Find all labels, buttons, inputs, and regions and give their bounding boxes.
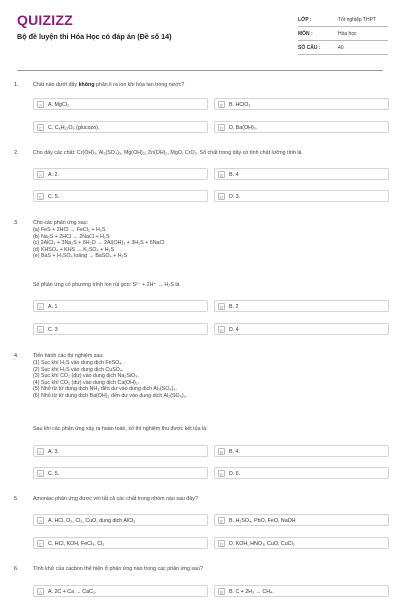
option-letter-box: B — [218, 588, 225, 595]
option-a[interactable] — [33, 585, 208, 597]
option-letter-box: D — [219, 472, 224, 477]
option-a[interactable] — [33, 168, 208, 180]
option-letter-box: A — [37, 303, 44, 310]
question-text: Tính khử của cacbon thể hiện ở phản ứng nào trong các phản ứng sau? — [33, 566, 203, 572]
option-b[interactable] — [214, 168, 389, 180]
option-letter-box: A — [37, 517, 44, 524]
option-letter-box: D — [219, 328, 224, 333]
option-letter-box: B — [218, 448, 225, 455]
option-letter-box: C — [38, 542, 43, 547]
option-text: A. 1 — [48, 304, 58, 310]
option-text: A. HCl, O₂, Cl₂, CuO, dung dịch AlCl₃ — [48, 518, 136, 524]
option-letter-box: D — [219, 195, 224, 200]
option-letter-box: B — [218, 517, 225, 524]
option-letter-box: A — [37, 588, 44, 595]
question-number: 4. — [14, 353, 19, 359]
option-text: D. Ba(OH)₂. — [229, 125, 258, 131]
experiment-line: (6) Nhỏ từ từ dung dịch Ba(OH)₂ đến dư vào dung dịch Al₂(SO₄)₃. — [33, 392, 188, 399]
option-text: B. 4 — [229, 172, 239, 178]
question-emphasis: không — [78, 82, 95, 88]
meta-divider — [298, 26, 388, 27]
meta-count-key: SỐ CÂU : — [298, 45, 321, 51]
reaction-line: (e) BaS + H₂SO₄ loãng → BaSO₄ + H₂S — [33, 253, 128, 260]
question-prompt: Sau khi các phản ứng xảy ra hoàn toàn, số thí nghiệm thu được kết tủa là: — [33, 426, 208, 432]
option-letter-box: C — [38, 472, 43, 477]
option-text: D. 3. — [229, 194, 241, 200]
quizizz-logo: QUIZIZZ — [17, 12, 73, 28]
option-letter-box: B — [218, 303, 225, 310]
option-text: C. 5. — [48, 471, 60, 477]
question-number: 6. — [14, 566, 19, 572]
option-d[interactable] — [214, 467, 389, 479]
reaction-line: (d) KHSO₄ + KHS → K₂SO₄ + H₂S — [33, 246, 115, 253]
question-number: 5. — [14, 496, 19, 502]
option-text: B. 2 — [229, 304, 239, 310]
experiment-line: (5) Nhỏ từ từ dung dịch NH₃ đến dư vào dung dịch Al₂(SO₄)₃. — [33, 386, 178, 393]
option-letter-box: C — [38, 126, 43, 131]
option-c[interactable] — [33, 121, 208, 133]
option-c[interactable] — [33, 323, 208, 335]
option-text: D. KOH, HNO₃, CuO, CuCl₂ — [229, 541, 295, 547]
option-c[interactable] — [33, 190, 208, 202]
question-text: Cho các phản ứng sau: — [33, 220, 89, 226]
option-letter-box: A — [37, 171, 44, 178]
option-letter-box: A — [37, 101, 44, 108]
meta-class-value: Tốt nghiệp THPT — [338, 17, 376, 23]
option-letter-box: D — [219, 542, 224, 547]
option-a[interactable] — [33, 514, 208, 526]
meta-class-key: LỚP : — [298, 17, 312, 23]
option-d[interactable] — [214, 190, 389, 202]
question-number: 1. — [14, 82, 19, 88]
experiment-line: (3) Sục khí CO₂ (dư) vào dung dịch Na₂SiO₃. — [33, 373, 139, 380]
meta-subject-key: MÔN : — [298, 31, 313, 37]
experiment-line: (4) Sục khí CO₂ (dư) vào dung dịch Ca(OH)₂. — [33, 379, 140, 386]
experiment-line: (2) Sục khí H₂S vào dung dịch CuSO₄. — [33, 366, 124, 373]
option-b[interactable] — [214, 300, 389, 312]
option-letter-box: C — [38, 195, 43, 200]
question-number: 3. — [14, 220, 19, 226]
option-letter-box: C — [38, 328, 43, 333]
question-number: 2. — [14, 150, 19, 156]
reaction-line: (a) FeS + 2HCl → FeCl₂ + H₂S — [33, 227, 106, 233]
option-text: A. 2C + Ca → CaC₂. — [48, 589, 97, 595]
option-text: A. 2. — [48, 172, 59, 178]
experiment-list — [33, 360, 187, 400]
experiment-line: (1) Sục khí H₂S vào dung dịch FeSO₄. — [33, 360, 123, 366]
option-d[interactable] — [214, 121, 389, 133]
question-text: Chất nào dưới đây không phân li ra ion khi hòa tan trong nước? — [33, 82, 185, 88]
option-c[interactable] — [33, 537, 208, 549]
option-b[interactable] — [214, 98, 389, 110]
meta-subject-value: Hóa học — [338, 31, 357, 37]
option-text: C. 3 — [48, 327, 58, 333]
option-text: C. C₆H₁₂O₆ (glucozo). — [48, 125, 100, 131]
option-text: B. 4. — [229, 449, 240, 455]
option-text: B. H₂SO₄, PbO, FeO, NaOH — [229, 518, 296, 524]
option-b[interactable] — [214, 445, 389, 457]
option-letter-box: B — [218, 101, 225, 108]
option-b[interactable] — [214, 514, 389, 526]
option-text: C. 5. — [48, 194, 60, 200]
header-divider — [17, 70, 383, 71]
option-letter-box: A — [37, 448, 44, 455]
meta-divider — [298, 54, 388, 55]
option-d[interactable] — [214, 323, 389, 335]
option-text: D. 6. — [229, 471, 241, 477]
page-header — [0, 0, 400, 70]
option-a[interactable] — [33, 300, 208, 312]
option-text: C. HCl, KOH, FeCl₃, Cl₂ — [48, 541, 105, 547]
reaction-list — [33, 227, 164, 260]
question-text: Tiến hành các thí nghiệm sau: — [33, 353, 104, 359]
question-prompt: Số phản ứng có phương trình ion rút gọn: S²⁻ + 2H⁺ → H₂S là — [33, 282, 180, 288]
reaction-line: (b) Na₂S + 2HCl → 2NaCl + H₂S — [33, 233, 110, 240]
meta-count-value: 40 — [338, 45, 344, 51]
option-text: B. C + 2H₂ → CH₄. — [229, 589, 274, 595]
question-text: Cho dãy các chất: Cr(OH)₃, Al₂(SO₄)₃, Mg(OH)₂, Zn(OH)₂, MgO, CrO₃. Số chất trong dãy có tính chất lưỡng tính là — [33, 150, 302, 156]
option-letter-box: D — [219, 126, 224, 131]
document-title: Bộ đề luyện thi Hóa Học có đáp án (Đề số 14) — [17, 32, 172, 41]
option-b[interactable] — [214, 585, 389, 597]
reaction-line: (c) 2AlCl₃ + 3Na₂S + 6H₂O → 2Al(OH)₃ + 3H₂S + 6NaCl — [33, 240, 165, 247]
option-text: A. MgCl₂ — [48, 102, 69, 108]
meta-divider — [298, 40, 388, 41]
option-c[interactable] — [33, 467, 208, 479]
option-text: B. HClO₃ — [229, 102, 251, 108]
option-text: D. 4 — [229, 327, 239, 333]
question-text: Amoniac phản ứng được với tất cả các chất trong nhóm nào sau đây? — [33, 496, 198, 502]
option-text: A. 3. — [48, 449, 59, 455]
option-a[interactable] — [33, 98, 208, 110]
option-d[interactable] — [214, 537, 389, 549]
option-a[interactable] — [33, 445, 208, 457]
option-letter-box: B — [218, 171, 225, 178]
